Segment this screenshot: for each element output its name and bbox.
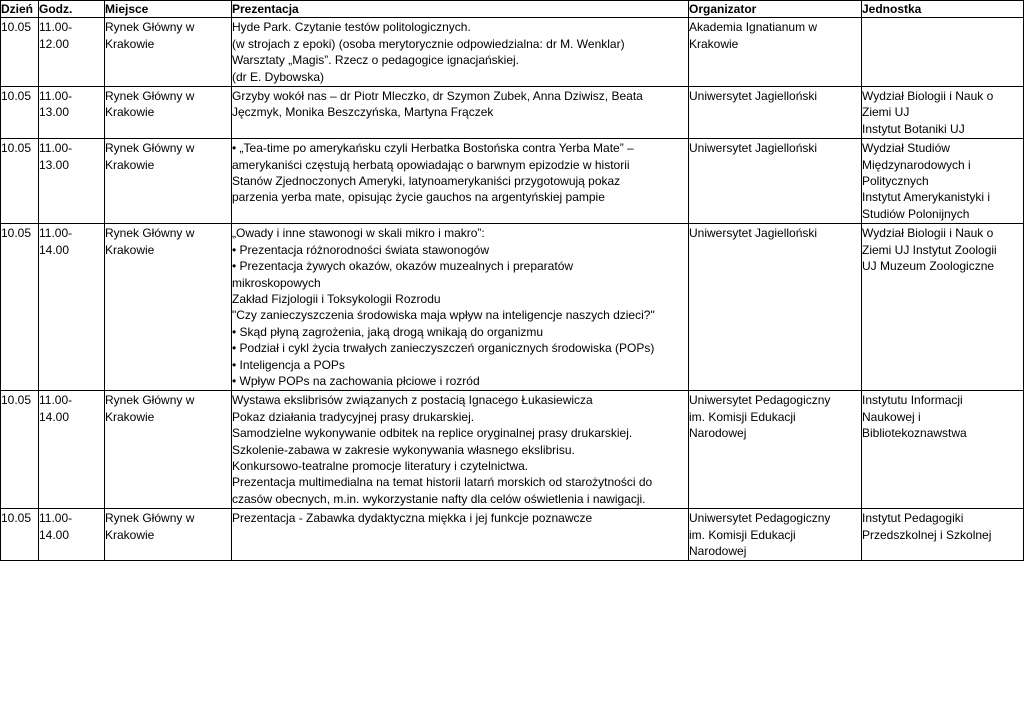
table-row [1, 87, 1024, 139]
cell-organizer [689, 18, 862, 87]
cell-place-line: Krakowie [105, 409, 155, 424]
cell-place [105, 87, 232, 139]
cell-day: 10.05 [1, 18, 39, 87]
cell-place-line: Krakowie [105, 105, 155, 120]
cell-presentation-line: (dr E. Dybowska) [232, 69, 325, 84]
cell-time-line: 11.00- [39, 141, 73, 156]
cell-time [39, 509, 105, 561]
cell-organizer-line: Narodowej [689, 426, 747, 441]
cell-organizer [689, 509, 862, 561]
cell-presentation-line: • Skąd płyną zagrożenia, jaką drogą wnikają do organizmu [232, 324, 544, 339]
cell-unit-line: Naukowej i [862, 409, 921, 424]
schedule-body [1, 18, 1024, 561]
cell-organizer-line: Uniwersytet Jagielloński [689, 89, 818, 104]
cell-unit [862, 87, 1024, 139]
table-row [1, 18, 1024, 87]
cell-presentation-line: „Owady i inne stawonogi w skali mikro i makro”: [232, 226, 485, 241]
cell-unit-line: Politycznych [862, 174, 929, 189]
cell-presentation-line: Samodzielne wykonywanie odbitek na replice oryginalnej prasy drukarskiej. [232, 426, 633, 441]
cell-day: 10.05 [1, 87, 39, 139]
cell-unit-line: Wydział Biologii i Nauk o [862, 89, 994, 104]
cell-presentation-line: Zakład Fizjologii i Toksykologii Rozrodu [232, 291, 441, 306]
cell-presentation-line: Prezentacja multimedialna na temat historii latarń morskich od starożytności do [232, 475, 653, 490]
cell-organizer [689, 224, 862, 391]
cell-unit-line: Bibliotekoznawstwa [862, 426, 967, 441]
cell-organizer-line: Uniwersytet Jagielloński [689, 141, 818, 156]
cell-organizer-line: im. Komisji Edukacji [689, 527, 796, 542]
cell-unit [862, 139, 1024, 224]
cell-presentation-line: • Inteligencja a POPs [232, 357, 345, 372]
cell-organizer-line: Akademia Ignatianum w [689, 20, 818, 35]
cell-time-line: 11.00- [39, 511, 73, 526]
cell-organizer [689, 391, 862, 509]
header-time: Godz. [39, 1, 105, 18]
cell-presentation [232, 87, 689, 139]
cell-presentation-line: mikroskopowych [232, 275, 321, 290]
cell-presentation-line: • Prezentacja różnorodności świata stawonogów [232, 242, 490, 257]
cell-presentation-line: Prezentacja - Zabawka dydaktyczna miękka i jej funkcje poznawcze [232, 511, 593, 526]
cell-place-line: Rynek Główny w [105, 141, 195, 156]
cell-presentation [232, 509, 689, 561]
cell-place [105, 509, 232, 561]
cell-organizer [689, 139, 862, 224]
cell-unit [862, 391, 1024, 509]
cell-presentation [232, 18, 689, 87]
cell-place [105, 224, 232, 391]
cell-presentation-line: amerykaniści częstują herbatą opowiadając o barwnym epizodzie w historii [232, 157, 630, 172]
cell-presentation-line: Stanów Zjednoczonych Ameryki, latynoamerykaniści przygotowują pokaz [232, 174, 621, 189]
cell-unit-line: Instytut Pedagogiki [862, 511, 964, 526]
cell-unit-line: Przedszkolnej i Szkolnej [862, 527, 992, 542]
cell-place-line: Krakowie [105, 242, 155, 257]
table-row [1, 224, 1024, 391]
cell-presentation-line: "Czy zanieczyszczenia środowiska maja wpływ na inteligencje naszych dzieci?" [232, 308, 655, 323]
cell-organizer-line: Uniwersytet Pedagogiczny [689, 393, 831, 408]
table-row [1, 391, 1024, 509]
header-row [1, 1, 1024, 18]
cell-time-line: 14.00 [39, 242, 70, 257]
header-day: Dzień [1, 1, 39, 18]
cell-presentation [232, 391, 689, 509]
header-unit: Jednostka [862, 1, 1024, 18]
cell-day: 10.05 [1, 224, 39, 391]
cell-presentation-line: czasów obecnych, m.in. wykorzystanie nafty dla celów oświetlenia i nawigacji. [232, 491, 646, 506]
cell-time [39, 18, 105, 87]
cell-time [39, 391, 105, 509]
cell-time-line: 11.00- [39, 393, 73, 408]
cell-presentation-line: • Podział i cykl życia trwałych zanieczyszczeń organicznych środowiska (POPs) [232, 341, 655, 356]
cell-unit-line: Studiów Polonijnych [862, 206, 970, 221]
cell-presentation-line: Pokaz działania tradycyjnej prasy drukarskiej. [232, 409, 475, 424]
cell-place-line: Rynek Główny w [105, 226, 195, 241]
cell-unit [862, 224, 1024, 391]
cell-place [105, 391, 232, 509]
cell-presentation-line: (w strojach z epoki) (osoba merytorycznie odpowiedzialna: dr M. Wenklar) [232, 36, 625, 51]
cell-time-line: 13.00 [39, 157, 70, 172]
cell-place [105, 139, 232, 224]
cell-place-line: Rynek Główny w [105, 393, 195, 408]
cell-place [105, 18, 232, 87]
cell-unit-line: UJ Muzeum Zoologiczne [862, 259, 995, 274]
cell-presentation-line: Jęczmyk, Monika Beszczyńska, Martyna Frączek [232, 105, 494, 120]
cell-day: 10.05 [1, 391, 39, 509]
cell-presentation-line: Hyde Park. Czytanie testów politologicznych. [232, 20, 471, 35]
cell-organizer-line: Uniwersytet Jagielloński [689, 226, 818, 241]
cell-presentation-line: Grzyby wokół nas – dr Piotr Mleczko, dr Szymon Zubek, Anna Dziwisz, Beata [232, 89, 643, 104]
cell-day: 10.05 [1, 509, 39, 561]
header-place: Miejsce [105, 1, 232, 18]
cell-presentation-line: • „Tea-time po amerykańsku czyli Herbatka Bostońska contra Yerba Mate” – [232, 141, 634, 156]
cell-place-line: Rynek Główny w [105, 89, 195, 104]
cell-time [39, 139, 105, 224]
cell-presentation-line: Szkolenie-zabawa w zakresie wykonywania własnego ekslibrisu. [232, 442, 575, 457]
cell-unit-line: Instytutu Informacji [862, 393, 963, 408]
cell-organizer-line: im. Komisji Edukacji [689, 409, 796, 424]
cell-presentation-line: • Wpływ POPs na zachowania płciowe i rozród [232, 373, 480, 388]
cell-unit [862, 18, 1024, 87]
cell-time [39, 224, 105, 391]
cell-unit-line: Wydział Biologii i Nauk o [862, 226, 994, 241]
table-row [1, 509, 1024, 561]
cell-organizer-line: Narodowej [689, 544, 747, 558]
cell-time-line: 11.00- [39, 20, 73, 35]
cell-unit-line: Ziemi UJ Instytut Zoologii [862, 242, 997, 257]
cell-presentation-line: • Prezentacja żywych okazów, okazów muzealnych i preparatów [232, 259, 574, 274]
cell-presentation-line: Wystawa ekslibrisów związanych z postacią Ignacego Łukasiewicza [232, 393, 593, 408]
cell-time-line: 13.00 [39, 105, 70, 120]
cell-organizer [689, 87, 862, 139]
cell-place-line: Rynek Główny w [105, 511, 195, 526]
cell-unit-line: Instytut Amerykanistyki i [862, 190, 991, 205]
cell-place-line: Krakowie [105, 527, 155, 542]
cell-organizer-line: Krakowie [689, 36, 739, 51]
cell-presentation-line: Warsztaty „Magis”. Rzecz o pedagogice ignacjańskiej. [232, 53, 520, 68]
header-presentation: Prezentacja [232, 1, 689, 18]
header-organizer: Organizator [689, 1, 862, 18]
cell-unit-line: Międzynarodowych i [862, 157, 971, 172]
cell-time-line: 12.00 [39, 36, 70, 51]
cell-time-line: 11.00- [39, 89, 73, 104]
cell-place-line: Rynek Główny w [105, 20, 195, 35]
cell-presentation [232, 139, 689, 224]
cell-unit [862, 509, 1024, 561]
cell-place-line: Krakowie [105, 36, 155, 51]
cell-organizer-line: Uniwersytet Pedagogiczny [689, 511, 831, 526]
cell-unit-line: Wydział Studiów [862, 141, 950, 156]
cell-time [39, 87, 105, 139]
cell-unit-line: Ziemi UJ [862, 105, 910, 120]
cell-presentation-line: parzenia yerba mate, opisując życie gauchos na argentyńskiej pampie [232, 190, 605, 205]
cell-presentation [232, 224, 689, 391]
cell-time-line: 14.00 [39, 409, 70, 424]
table-row [1, 139, 1024, 224]
cell-place-line: Krakowie [105, 157, 155, 172]
cell-presentation-line: Konkursowo-teatralne promocje literatury i czytelnictwa. [232, 458, 529, 473]
cell-day: 10.05 [1, 139, 39, 224]
cell-time-line: 14.00 [39, 527, 70, 542]
cell-unit-line: Instytut Botaniki UJ [862, 121, 965, 136]
cell-time-line: 11.00- [39, 226, 73, 241]
